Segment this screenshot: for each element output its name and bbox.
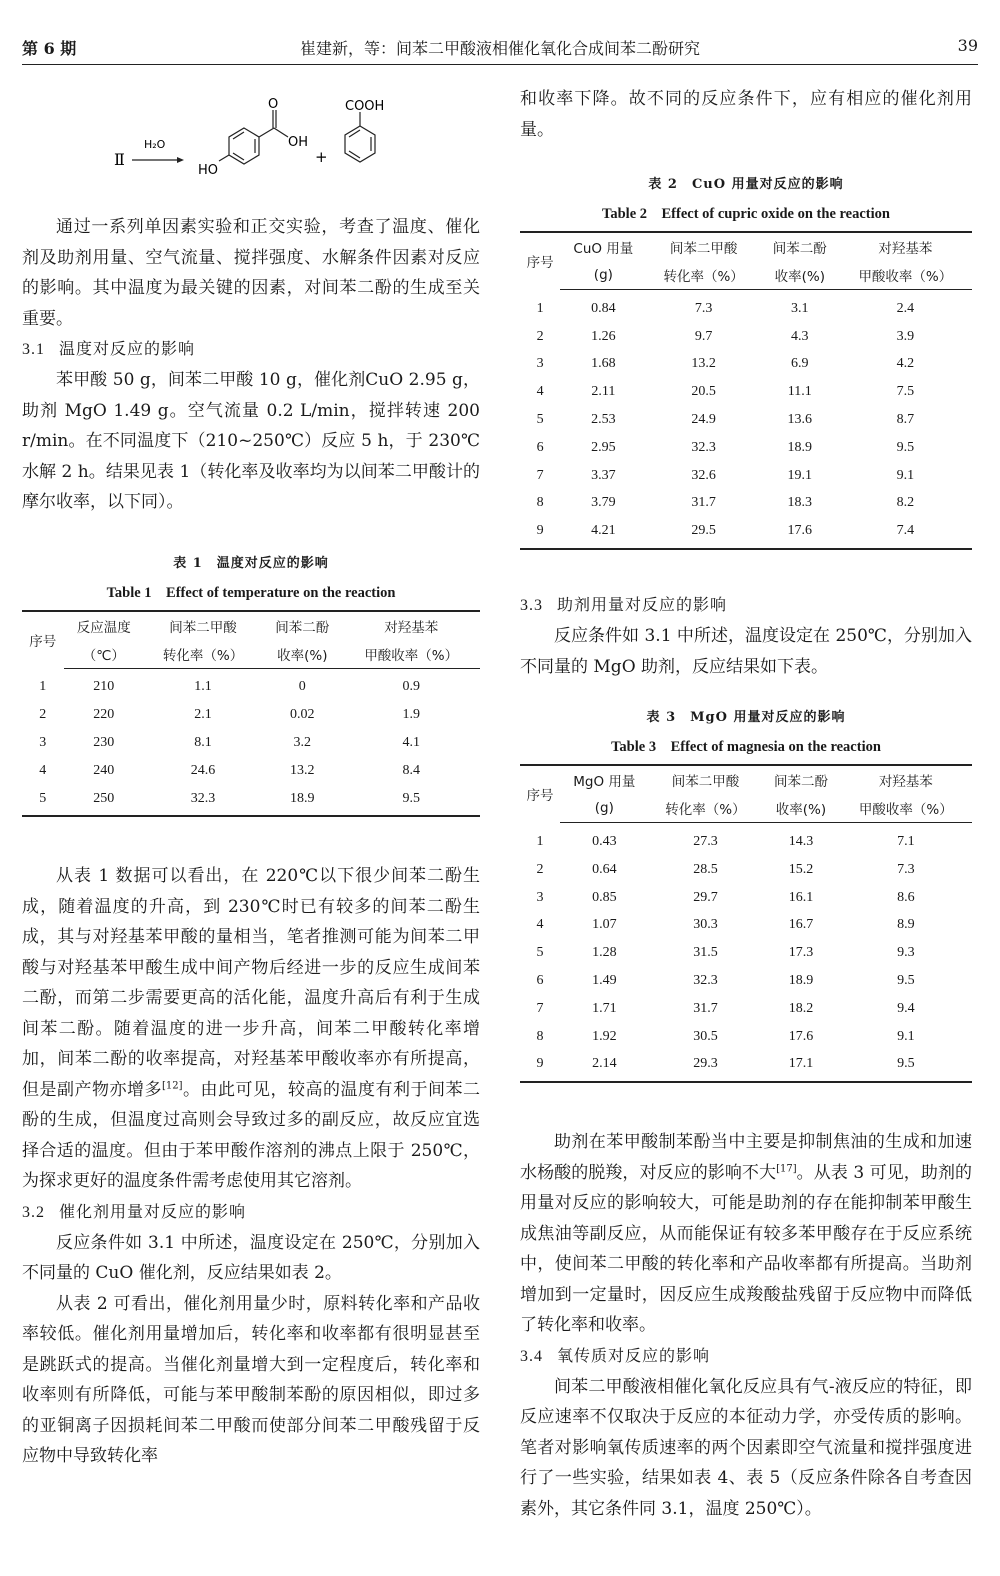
t1-h4b: 甲酸收率（%） xyxy=(342,640,480,669)
table-cell: 2.4 xyxy=(896,300,915,316)
table-cell: 17.6 xyxy=(788,1028,814,1044)
table-cell: 3.79 xyxy=(591,495,616,511)
table-cell: 1 xyxy=(536,833,544,849)
table-row xyxy=(520,823,972,856)
table-cell: 7.3 xyxy=(897,861,915,877)
table-cell: 24.9 xyxy=(691,412,716,428)
table-cell: 0.84 xyxy=(591,300,616,316)
table-cell: 18.9 xyxy=(788,973,814,989)
table-cell: 3 xyxy=(536,356,544,372)
table-cell: 4.1 xyxy=(402,734,420,750)
table-cell: 18.9 xyxy=(262,785,342,817)
reaction-arrow xyxy=(132,157,184,163)
acid-oh: OH xyxy=(288,135,309,150)
table-cell: 4 xyxy=(39,762,47,778)
table3-discussion: 助剂在苯甲酸制苯酚当中主要是抑制焦油的生成和加速水杨酸的脱羧，对反应的影响不大[17]。从表 3 可见，助剂的用量对反应的影响较大，可能是助剂的存在能抑制苯甲酸生成焦油等副反应，从而能保证有较多苯甲酸存在于反应系统中，使间苯二甲酸的转化率和产品收率都有所提高。当助剂增加到一定量时，因反应生成羧酸盐残留于反应物中而降低了转化率和收率。 xyxy=(520,1132,973,1336)
table2 xyxy=(520,231,972,550)
intro-paragraph: 通过一系列单因素实验和正交实验，考查了温度、催化剂及助剂用量、空气流量、搅拌强度、水解条件因素对反应的影响。其中温度为最关键的因素，对间苯二酚的生成至关重要。 xyxy=(22,217,480,329)
table-cell: 9.5 xyxy=(342,785,480,817)
table-cell: 1 xyxy=(536,300,544,316)
table-cell: 0.43 xyxy=(592,834,617,850)
table-cell: 29.7 xyxy=(693,889,718,905)
t2-h2a: 间苯二甲酸 xyxy=(646,232,760,261)
t3-h3b: 收率(%) xyxy=(762,794,839,823)
phenol-ho: HO xyxy=(198,163,219,178)
table-cell: 0.64 xyxy=(592,861,617,877)
table-row xyxy=(520,967,972,995)
t1-h1b: （℃） xyxy=(64,640,144,669)
table-cell: 2 xyxy=(39,707,47,723)
section-3-3-heading: 3.3 助剂用量对反应的影响 xyxy=(520,595,728,615)
table1-discussion: 从表 1 数据可以看出，在 220℃以下很少间苯二酚生成，随着温度的升高，到 230℃时已有较多的间苯二酚生成，其与对羟基苯甲酸的量相当，笔者推测可能为间苯二甲酸与对羟基苯甲酸生成中间产物后经进一步的反应生成间苯二酚，而第二步需要更高的活化能，温度升高后有利于生成间苯二酚。随着温度的进一步升高，间苯二甲酸转化率增加，间苯二酚的收率提高，对羟基苯甲酸收率亦有所提高，但是副产物亦增多[12]。由此可见，较高的温度有利于间苯二酚的生成，但温度过高则会导致过多的副反应，故反应宜选择合适的温度。但由于苯甲酸作溶剂的沸点上限于 250℃，为探求更好的温度条件需考虑使用其它溶剂。 xyxy=(22,866,481,1192)
table-cell: 18.3 xyxy=(787,495,813,511)
t3-h1b: (g) xyxy=(560,794,649,823)
t2-h4b: 甲酸收率（%） xyxy=(839,261,972,290)
table-cell: 9 xyxy=(520,517,560,549)
table-cell: 1.71 xyxy=(592,1000,617,1016)
table-row xyxy=(520,939,972,967)
table-cell: 31.7 xyxy=(693,1000,718,1016)
t2-h1b: (g) xyxy=(560,261,646,290)
running-title: 崔建新，等：间苯二甲酸液相催化氧化合成间苯二酚研究 xyxy=(299,39,700,58)
table-cell: 3.1 xyxy=(791,300,809,316)
table-cell: 1.1 xyxy=(194,679,212,695)
table-cell: 4 xyxy=(536,384,544,400)
table-cell: 3.9 xyxy=(896,328,915,344)
table-cell: 4 xyxy=(536,917,544,933)
section-3-1-heading: 3.1 温度对反应的影响 xyxy=(22,339,196,358)
table2-caption-en: Table 2 Effect of cupric oxide on the reaction xyxy=(602,206,890,222)
table-cell: 1.49 xyxy=(592,973,617,989)
table-cell: 30.3 xyxy=(693,917,718,933)
t2-h3b: 收率(%) xyxy=(761,261,839,290)
table-cell: 9.1 xyxy=(897,1028,915,1044)
table-cell: 8.2 xyxy=(896,495,915,511)
table-cell: 0.02 xyxy=(290,707,315,723)
table-cell: 1.9 xyxy=(402,707,420,723)
table-cell: 13.2 xyxy=(691,356,716,372)
table-cell: 8 xyxy=(536,1028,544,1044)
table-cell: 7 xyxy=(536,1000,544,1016)
table-cell: 6 xyxy=(536,439,544,455)
table-cell: 9.7 xyxy=(694,328,713,344)
table-cell: 7.4 xyxy=(839,517,972,549)
table-cell: 8.7 xyxy=(896,412,915,428)
table-cell: 3 xyxy=(536,889,544,905)
table-cell: 2.1 xyxy=(194,707,212,723)
table-cell: 0.85 xyxy=(592,889,617,905)
table-cell: 6.9 xyxy=(791,356,809,372)
table-cell: 7.5 xyxy=(896,384,915,400)
section-3-2-paragraph: 反应条件如 3.1 中所述，温度设定在 250℃，分别加入不同量的 CuO 催化剂，反应结果如表 2。 xyxy=(22,1232,480,1284)
table-cell: 210 xyxy=(93,679,115,695)
table-cell: 5 xyxy=(22,785,64,817)
table-cell: 1.68 xyxy=(591,356,616,372)
table-row xyxy=(22,757,480,785)
table-cell: 15.2 xyxy=(788,861,814,877)
table-cell: 14.3 xyxy=(788,834,814,850)
table-row xyxy=(520,323,972,351)
table-cell: 16.7 xyxy=(788,917,814,933)
table-cell: 16.1 xyxy=(788,889,814,905)
table-cell: 8.9 xyxy=(897,917,915,933)
table-cell: 0 xyxy=(298,679,306,695)
scheme-reagent: H₂O xyxy=(144,138,166,151)
table-cell: 5 xyxy=(536,945,544,961)
table-cell: 29.5 xyxy=(646,517,760,549)
table-cell: 1.07 xyxy=(592,917,617,933)
table-cell: 2.14 xyxy=(560,1051,649,1083)
table-row xyxy=(22,668,480,701)
table-cell: 9.1 xyxy=(896,467,915,483)
table-cell: 4.3 xyxy=(791,328,809,344)
t1-h1a: 反应温度 xyxy=(64,611,144,640)
table-cell: 9 xyxy=(520,1051,560,1083)
table-cell: 5 xyxy=(536,412,544,428)
table3-caption-cn: 表 3 MgO 用量对反应的影响 xyxy=(646,710,846,726)
table-cell: 3.2 xyxy=(293,734,312,750)
table-cell: 32.3 xyxy=(693,973,718,989)
table-cell: 220 xyxy=(93,707,115,723)
table-cell: 19.1 xyxy=(787,467,813,483)
table-cell: 2.53 xyxy=(591,412,616,428)
t2-h2b: 转化率（%） xyxy=(646,261,760,290)
table-cell: 4.2 xyxy=(896,356,915,372)
page-number: 39 xyxy=(957,36,978,55)
table-cell: 1.26 xyxy=(591,328,616,344)
table-cell: 32.6 xyxy=(691,467,716,483)
p-hydroxybenzoic-acid-structure xyxy=(219,110,288,164)
table-cell: 2 xyxy=(536,861,544,877)
table-row xyxy=(520,490,972,518)
left-column xyxy=(22,80,480,1472)
table-row xyxy=(520,1051,972,1083)
benzoic-acid-structure xyxy=(345,112,375,162)
section-3-4-paragraph: 间苯二甲酸液相催化氧化反应具有气-液反应的特征，即反应速率不仅取决于反应的本征动力学，亦受传质的影响。笔者对影响氧传质速率的两个因素即空气流量和搅拌强度进行了一些实验，结果如表 4、表 5（反应条件除各自考查因素外，其它条件同 3.1，温度 250℃）。 xyxy=(520,1376,972,1519)
t3-h3a: 间苯二酚 xyxy=(762,765,839,794)
t1-h4a: 对羟基苯 xyxy=(342,611,480,640)
table-row xyxy=(22,701,480,729)
table-cell: 17.6 xyxy=(761,517,839,549)
table-cell: 32.3 xyxy=(144,785,262,817)
scheme-roman: Ⅱ xyxy=(114,150,125,169)
table-cell: 17.3 xyxy=(788,945,814,961)
table-cell: 18.2 xyxy=(788,1000,814,1016)
table-row xyxy=(520,462,972,490)
table-cell: 28.5 xyxy=(693,861,718,877)
table-cell: 230 xyxy=(93,734,115,750)
section-3-2-heading: 3.2 催化剂用量对反应的影响 xyxy=(22,1201,247,1221)
t1-h3a: 间苯二酚 xyxy=(262,611,342,640)
table-cell: 31.7 xyxy=(691,495,716,511)
table-cell: 8.1 xyxy=(194,734,212,750)
table-cell: 9.3 xyxy=(897,945,915,961)
table-cell: 9.5 xyxy=(897,973,915,989)
table-cell: 20.5 xyxy=(691,384,716,400)
table-cell: 18.9 xyxy=(787,439,813,455)
table-cell: 8.6 xyxy=(897,889,915,905)
carbonyl-o: O xyxy=(268,97,279,112)
ref-12: [12] xyxy=(162,1080,183,1092)
table-cell: 2 xyxy=(536,328,544,344)
table-cell: 7.1 xyxy=(897,834,915,850)
table-cell: 8 xyxy=(536,495,544,511)
t3-h4a: 对羟基苯 xyxy=(840,765,972,794)
table-cell: 29.3 xyxy=(649,1051,763,1083)
section-3-1-paragraph: 苯甲酸 50 g，间苯二甲酸 10 g，催化剂CuO 2.95 g，助剂 MgO 1.49 g。空气流量 0.2 L/min，搅拌转速 200 r/min。在不同温度下（210~250℃）反应 5 h，于 230℃水解 2 h。结果见表 1（转化率及收率均为以间苯二甲酸计的摩尔收率，以下同）。 xyxy=(22,370,480,512)
table-cell: 9.4 xyxy=(897,1000,915,1016)
section-3-4-heading: 3.4 氧传质对反应的影响 xyxy=(520,1345,711,1365)
table-row xyxy=(520,995,972,1023)
table-cell: 2.95 xyxy=(591,439,616,455)
ref-17: [17] xyxy=(776,1163,797,1175)
plus-sign: + xyxy=(315,148,328,166)
table-row xyxy=(520,1023,972,1051)
table-row xyxy=(520,378,972,406)
table-cell: 1 xyxy=(39,679,47,695)
t2-h3a: 间苯二酚 xyxy=(761,232,839,261)
table-cell: 9.5 xyxy=(896,439,915,455)
reaction-scheme-svg xyxy=(22,80,480,192)
t3-h-no: 序号 xyxy=(520,765,560,823)
table-cell: 17.1 xyxy=(762,1051,839,1083)
table-cell: 30.5 xyxy=(693,1028,718,1044)
table-row xyxy=(520,406,972,434)
t3-h2b: 转化率（%） xyxy=(649,794,763,823)
table-cell: 27.3 xyxy=(693,834,718,850)
table-cell: 32.3 xyxy=(691,439,716,455)
table3-caption-en: Table 3 Effect of magnesia on the reaction xyxy=(611,739,881,756)
table3 xyxy=(520,764,972,1083)
table-cell: 8.4 xyxy=(402,762,420,778)
table-cell: 7.3 xyxy=(694,300,713,316)
table-cell: 13.6 xyxy=(787,412,813,428)
table-cell: 240 xyxy=(93,762,115,778)
table-cell: 1.28 xyxy=(592,945,617,961)
table-cell: 13.2 xyxy=(290,762,315,778)
reaction-scheme xyxy=(22,80,480,192)
table-cell: 24.6 xyxy=(190,762,216,778)
table-cell: 2.11 xyxy=(591,384,616,400)
page-header xyxy=(22,30,978,65)
table-row xyxy=(520,351,972,379)
table-cell: 11.1 xyxy=(787,384,812,400)
table1 xyxy=(22,610,480,818)
table-row xyxy=(520,856,972,884)
t1-h-no: 序号 xyxy=(22,611,64,669)
table-row xyxy=(520,912,972,940)
right-column xyxy=(520,84,972,1524)
t2-h1a: CuO 用量 xyxy=(560,232,646,261)
table-cell: 6 xyxy=(536,973,544,989)
table-row xyxy=(22,785,480,817)
t2-h-no: 序号 xyxy=(520,232,560,290)
table-cell: 4.21 xyxy=(560,517,646,549)
table2-caption-cn: 表 2 CuO 用量对反应的影响 xyxy=(648,177,844,192)
table-row xyxy=(520,290,972,323)
table-row xyxy=(520,434,972,462)
section-3-3-paragraph: 反应条件如 3.1 中所述，温度设定在 250℃，分别加入不同量的 MgO 助剂，反应结果如下表。 xyxy=(520,626,972,677)
t3-h4b: 甲酸收率（%） xyxy=(840,794,972,823)
table-row xyxy=(520,517,972,549)
issue-number: 第 6 期 xyxy=(22,39,77,58)
table-cell: 250 xyxy=(64,785,144,817)
t3-h2a: 间苯二甲酸 xyxy=(649,765,763,794)
table-cell: 9.5 xyxy=(840,1051,972,1083)
benzoic-cooh: COOH xyxy=(345,99,385,114)
table1-caption-en: Table 1 Effect of temperature on the reaction xyxy=(106,584,396,601)
table1-caption-cn: 表 1 温度对反应的影响 xyxy=(173,555,329,571)
table-row xyxy=(22,729,480,757)
t2-h4a: 对羟基苯 xyxy=(839,232,972,261)
table-cell: 7 xyxy=(536,467,544,483)
t3-h1a: MgO 用量 xyxy=(560,765,649,794)
table2-discussion: 从表 2 可看出，催化剂用量少时，原料转化率和产品收率较低。催化剂用量增加后，转化率和收率都有很明显甚至是跳跃式的提高。当催化剂量增大到一定程度后，转化率和收率则有所降低，可能与苯甲酸制苯酚的原因相似，即过多的亚铜离子因损耗间苯二甲酸而使部分间苯二甲酸残留于反应物中导致转化率 xyxy=(22,1293,480,1467)
table-cell: 31.5 xyxy=(693,945,718,961)
t1-h2b: 转化率（%） xyxy=(144,640,262,669)
t1-h2a: 间苯二甲酸 xyxy=(144,611,262,640)
continued-paragraph: 和收率下降。故不同的反应条件下，应有相应的催化剂用量。 xyxy=(520,89,972,140)
table-cell: 1.92 xyxy=(592,1028,617,1044)
table-cell: 3.37 xyxy=(591,467,616,483)
table-row xyxy=(520,884,972,912)
table-cell: 3 xyxy=(39,734,47,750)
t1-h3b: 收率(%) xyxy=(262,640,342,669)
table-cell: 0.9 xyxy=(402,679,420,695)
